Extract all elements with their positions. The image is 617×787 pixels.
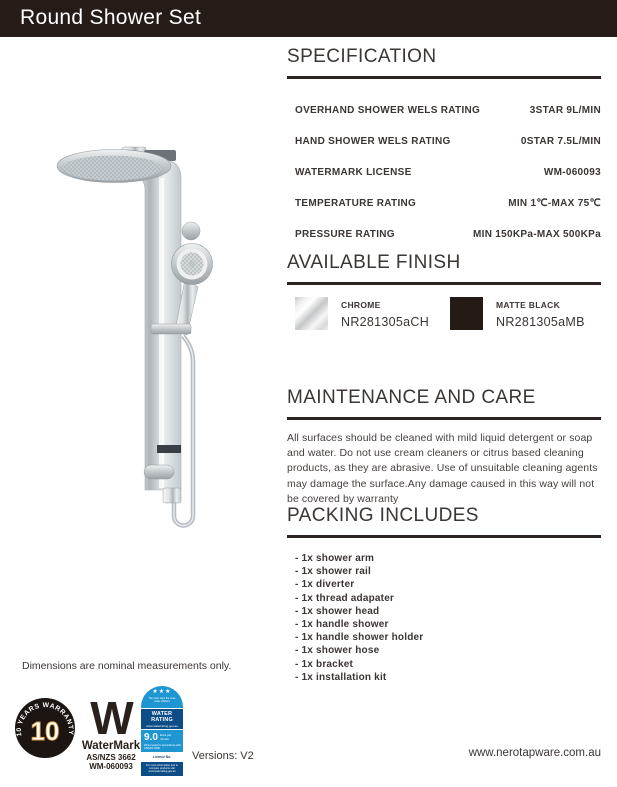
- specification-table: [287, 95, 601, 250]
- specification-heading: SPECIFICATION: [287, 46, 601, 79]
- maintenance-body: All surfaces should be cleaned with mild liquid detergent or soap and water. Do not use cream cleaners or citrus based cleaning products, as they are abrasive. Use of unsuitable cleaning agents may damage the surface.Any damage caused in this way will not be covered by warranty: [287, 432, 598, 505]
- spec-row: [287, 219, 601, 250]
- spec-label: TEMPERATURE RATING: [295, 198, 417, 209]
- matte-black-swatch: [450, 297, 483, 330]
- watermark-logo: [78, 692, 144, 771]
- finish-code: NR281305aCH: [341, 315, 430, 329]
- water-rating-flow: [141, 730, 183, 752]
- spec-label: OVERHAND SHOWER WELS RATING: [295, 105, 481, 116]
- hand-shower-holder: [151, 324, 191, 334]
- packing-item: - 1x thread adapater: [287, 592, 601, 605]
- star-rating-icon: ★★★: [152, 689, 172, 695]
- flow-unit-line1: litres per: [159, 733, 172, 737]
- spec-value: WM-060093: [543, 167, 601, 178]
- water-rating-footer-note: For more information and to compare products visit www.waterrating.gov.au: [141, 762, 183, 776]
- page-title: Round Shower Set: [20, 6, 202, 29]
- spec-row: [287, 95, 601, 126]
- specification-section: [287, 46, 601, 250]
- watermark-name: WaterMark: [81, 740, 141, 752]
- finish-option-matte-black: [450, 297, 585, 330]
- water-rating-arch: [141, 686, 183, 708]
- packing-item: - 1x shower rail: [287, 565, 601, 578]
- website-url: www.nerotapware.com.au: [468, 747, 601, 759]
- warranty-badge-icon: [14, 697, 76, 764]
- diverter-slot: [157, 445, 181, 453]
- finish-text: [341, 297, 429, 330]
- versions-text: Versions: V2: [192, 750, 254, 762]
- water-rating-licence: Licence No.: [141, 753, 183, 761]
- spec-label: WATERMARK LICENSE: [295, 167, 412, 178]
- water-rating-arch-note: The more stars the more water efficient: [148, 697, 176, 703]
- packing-item: - 1x handle shower: [287, 618, 601, 631]
- maintenance-heading: MAINTENANCE AND CARE: [287, 387, 601, 420]
- warranty-number: 10: [30, 716, 60, 746]
- packing-item: - 1x installation kit: [287, 671, 601, 684]
- warranty-ring-text: 10 YEARS WARRANTY: [15, 702, 75, 737]
- finish-text: [496, 297, 585, 330]
- title-bar: [0, 0, 617, 37]
- packing-section: [287, 505, 601, 684]
- finish-option-chrome: [295, 297, 429, 330]
- shower-set-illustration: [52, 138, 227, 573]
- packing-item: - 1x diverter: [287, 578, 601, 591]
- packing-item: - 1x shower arm: [287, 552, 601, 565]
- spec-row: [287, 188, 601, 219]
- available-finish-heading: AVAILABLE FINISH: [287, 252, 601, 285]
- spec-label: PRESSURE RATING: [295, 229, 395, 240]
- packing-heading: PACKING INCLUDES: [287, 505, 601, 538]
- diverter-lever: [144, 465, 174, 479]
- watermark-standard: AS/NZS 3662: [86, 753, 136, 762]
- spec-row: [287, 157, 601, 188]
- packing-item: - 1x shower hose: [287, 644, 601, 657]
- hose-outlet: [163, 488, 181, 503]
- finish-name: CHROME: [341, 300, 381, 310]
- spec-value: 3STAR 9L/MIN: [529, 105, 601, 116]
- water-rating-title: WATER RATING: [151, 711, 173, 723]
- flow-compliance-note: When tested in accordance with AS/NZS 6400: [144, 744, 181, 750]
- dimensions-note: Dimensions are nominal measurements only.: [22, 660, 232, 672]
- product-image: [52, 138, 227, 578]
- spec-row: [287, 126, 601, 157]
- spec-label: HAND SHOWER WELS RATING: [295, 136, 451, 147]
- maintenance-section: [287, 387, 601, 507]
- flow-unit-line2: minute: [159, 736, 169, 741]
- watermark-w-icon: W: [90, 692, 132, 744]
- packing-item: - 1x bracket: [287, 658, 601, 671]
- flow-value: 9.0: [144, 732, 158, 743]
- chrome-swatch: [295, 297, 328, 330]
- finish-name: MATTE BLACK: [496, 300, 561, 310]
- water-rating-header: [141, 709, 183, 729]
- diverter-knob: [182, 222, 200, 240]
- spec-value: MIN 1℃-MAX 75℃: [508, 198, 601, 209]
- water-rating-label: [141, 686, 183, 776]
- spec-value: MIN 150KPa-MAX 500KPa: [472, 229, 601, 240]
- finish-code: NR281305aMB: [496, 315, 585, 329]
- packing-list: [287, 552, 601, 684]
- flow-unit: [160, 734, 172, 741]
- packing-item: - 1x handle shower holder: [287, 631, 601, 644]
- available-finish-section: [287, 252, 601, 337]
- spec-value: 0STAR 7.5L/MIN: [520, 136, 601, 147]
- hand-shower-center: [189, 261, 195, 267]
- watermark-license: WM-060093: [89, 762, 133, 771]
- shower-head-nozzles: [63, 156, 161, 181]
- water-rating-url: www.waterrating.gov.au: [146, 724, 178, 728]
- packing-item: - 1x shower head: [287, 605, 601, 618]
- finish-options: [287, 297, 601, 337]
